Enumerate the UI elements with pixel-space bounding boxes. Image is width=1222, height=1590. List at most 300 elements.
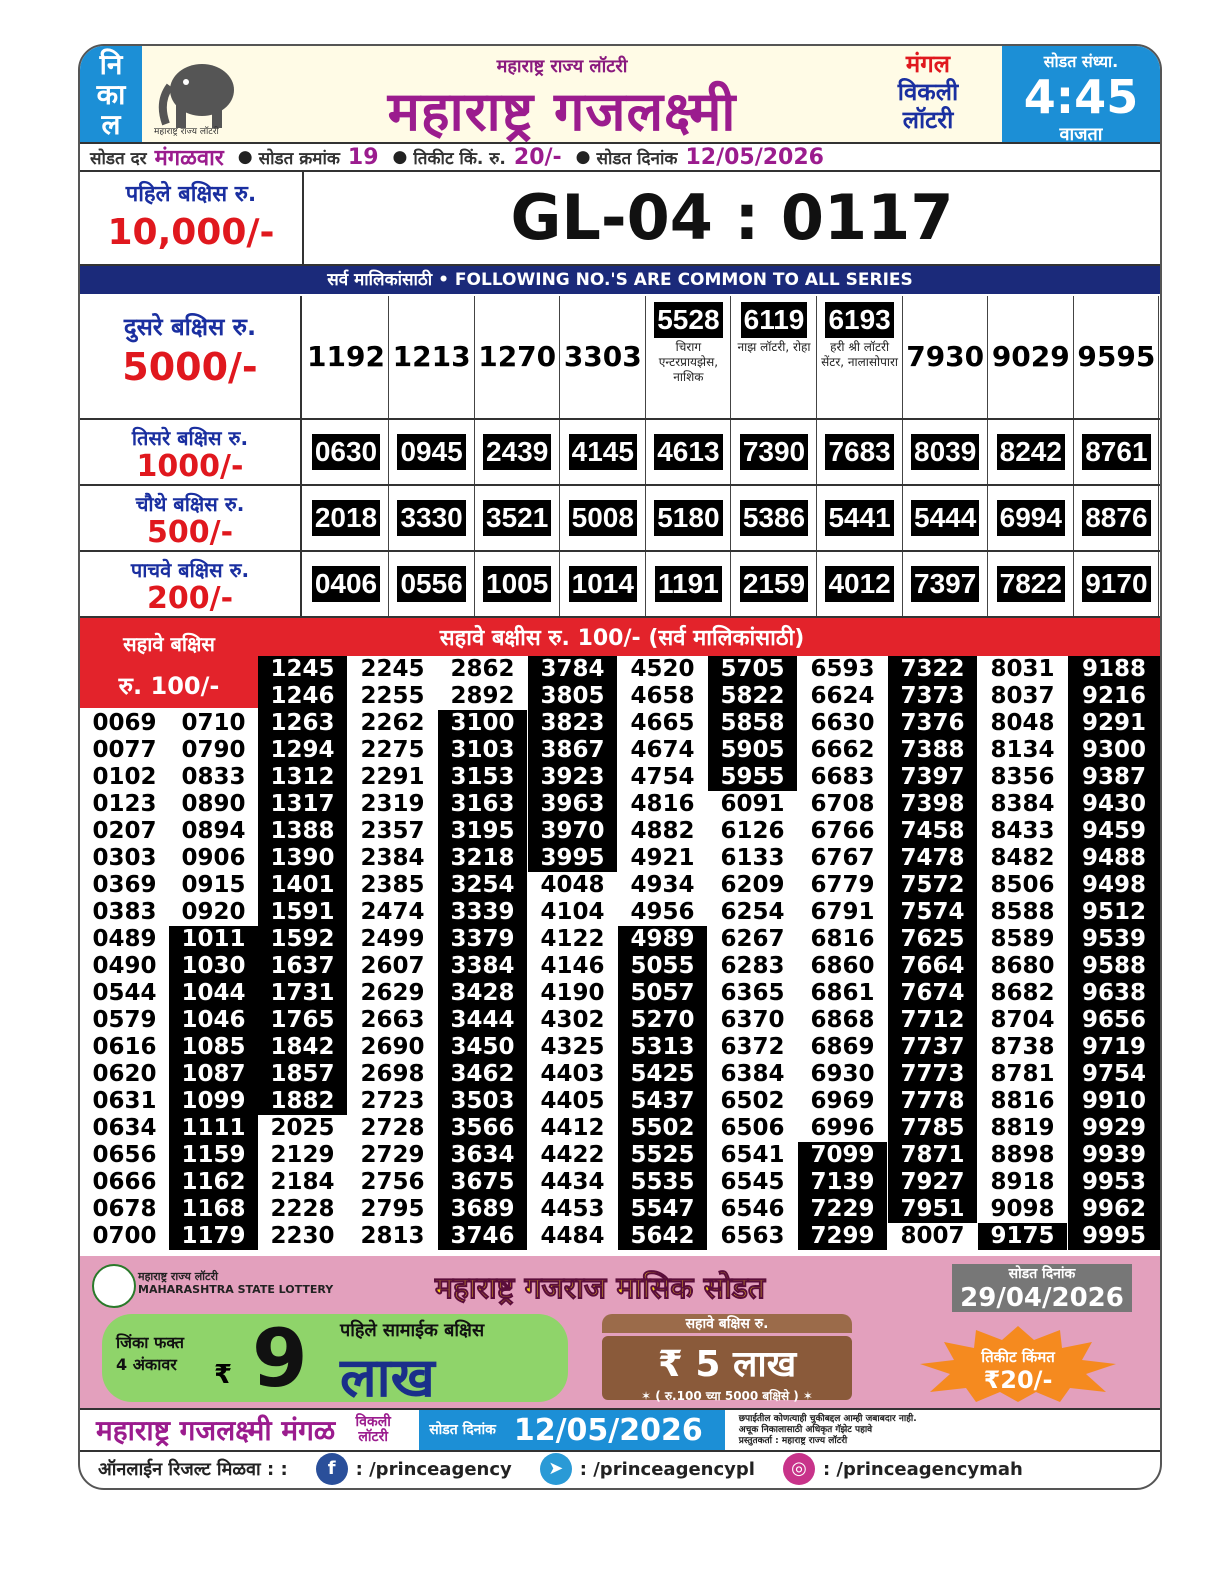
ticket-price-starburst (910, 1326, 1126, 1402)
sixth-prize-number: 3867 (528, 737, 617, 764)
prize-amount: 200/- (146, 581, 234, 616)
prize-number: 5528 (654, 302, 722, 338)
sixth-prize-number: 8918 (990, 1169, 1055, 1195)
sixth-prize-number: 6563 (720, 1223, 785, 1249)
sixth-prize-number: 1390 (258, 845, 347, 872)
sixth-prize-number: 1401 (258, 872, 347, 899)
sixth-prize-number: 6091 (720, 791, 785, 817)
sixth-prize-number: 7229 (798, 1196, 887, 1223)
sixth-prize-label-text: सहावे बक्षिस (123, 632, 215, 656)
prize-number-cell (561, 420, 646, 484)
prize-number-cell (732, 296, 817, 418)
sixth-prize-number: 0833 (181, 764, 246, 790)
sixth-prize-number: 8704 (990, 1007, 1055, 1033)
instagram-handle[interactable]: : /princeagencymah (822, 1458, 1023, 1480)
bullet-icon: ● (237, 147, 253, 167)
prize-number-cell (390, 420, 475, 484)
sixth-prize-number: 6545 (720, 1169, 785, 1195)
sixth-prize-number: 6662 (810, 737, 875, 763)
sixth-prize-number: 7785 (888, 1115, 977, 1142)
sixth-prize-number: 7478 (888, 845, 977, 872)
draw-date: 12/05/2026 (685, 144, 824, 170)
sixth-prize-number: 0123 (92, 791, 157, 817)
prize-number-cell (304, 420, 389, 484)
sixth-prize-number: 2129 (270, 1142, 335, 1168)
sixth-prize-number: 4989 (618, 926, 707, 953)
disclaimer-3: प्रस्तुतकर्ता : महाराष्ट्र राज्य लॉटरी (738, 1435, 848, 1446)
weekly-label-2: लॉटरी (902, 106, 954, 134)
sixth-prize-amount: रु. 100/- (118, 672, 220, 700)
prize-number-cell (561, 296, 646, 418)
prize-number-cell (1074, 296, 1159, 418)
fifth-prize-label (80, 552, 302, 616)
telegram-link[interactable] (540, 1453, 755, 1485)
sixth-prize-number: 7299 (798, 1223, 887, 1250)
sixth-prize-number: 7572 (888, 872, 977, 899)
sixth-prize-number: 3746 (438, 1223, 527, 1250)
prize-number-cell (646, 420, 731, 484)
prize-number: 6193 (825, 302, 893, 338)
prize-number: 8876 (1082, 500, 1150, 536)
footer-date: 12/05/2026 (513, 1412, 703, 1448)
promo-first-amount: 9 (252, 1312, 308, 1405)
state-lottery-label: महाराष्ट्र राज्य लॉटरी (496, 56, 628, 77)
prize-amount: 5000/- (122, 345, 258, 389)
sixth-prize-number: 2291 (360, 764, 425, 790)
prize-number-cell (989, 296, 1074, 418)
prize-number-cell (475, 552, 560, 616)
sixth-prize-number: 4882 (630, 818, 695, 844)
sixth-prize-number: 0616 (92, 1034, 157, 1060)
prize-number: 0556 (397, 566, 465, 602)
prize-number-cell (989, 486, 1074, 550)
prize-number: 6119 (741, 302, 808, 338)
sixth-prize-number: 2892 (450, 683, 515, 709)
fifth-prize-row (80, 552, 1160, 618)
prize-number: 2018 (312, 500, 380, 536)
sixth-prize-number: 1162 (169, 1169, 258, 1196)
sixth-prize-number: 2255 (360, 683, 425, 709)
prize-number: 5386 (740, 500, 808, 536)
sixth-prize-number: 9459 (1068, 818, 1160, 845)
prize-number: 0406 (312, 566, 380, 602)
sixth-prize-number: 7376 (888, 710, 977, 737)
sixth-prize-number: 9939 (1068, 1142, 1160, 1169)
sixth-prize-number: 3379 (438, 926, 527, 953)
sixth-prize-number: 8482 (990, 845, 1055, 871)
prize-number-cell (304, 486, 389, 550)
sixth-prize-number: 2499 (360, 926, 425, 952)
prize-title: दुसरे बक्षिस रु. (123, 313, 257, 341)
nikal-1: नि (99, 48, 123, 81)
sixth-prize-number: 1842 (258, 1034, 347, 1061)
sixth-prize-number: 6683 (810, 764, 875, 790)
sixth-prize-number: 1592 (258, 926, 347, 953)
prize-number-cell (1074, 552, 1159, 616)
rupee-icon: ₹ (214, 1360, 233, 1390)
sixth-prize-number: 4325 (540, 1034, 605, 1060)
prize-number: 7822 (997, 566, 1065, 602)
sixth-prize-number: 0906 (181, 845, 246, 871)
online-result-label: ऑनलाईन रिजल्ट मिळवा : : (98, 1459, 288, 1480)
sixth-prize-number: 7664 (888, 953, 977, 980)
sixth-prize-number: 2756 (360, 1169, 425, 1195)
day-label: मंगल (905, 50, 951, 78)
sixth-prize-number: 0700 (92, 1223, 157, 1249)
prize-number-cell (989, 420, 1074, 484)
sixth-prize-number: 7458 (888, 818, 977, 845)
sixth-prize-number: 7139 (798, 1169, 887, 1196)
sixth-prize-number: 6624 (810, 683, 875, 709)
sixth-prize-number: 1765 (258, 1007, 347, 1034)
prize-number: 7397 (911, 566, 979, 602)
prize-number-cell (1074, 420, 1159, 484)
sixth-prize-number: 6372 (720, 1034, 785, 1060)
day-tag (868, 50, 988, 134)
instagram-icon: ◎ (783, 1453, 815, 1485)
sixth-prize-number: 4122 (540, 926, 605, 952)
prize-number: 1270 (478, 340, 557, 373)
sixth-prize-number: 5535 (618, 1169, 707, 1196)
sixth-prize-grid (80, 656, 1160, 1256)
sixth-prize-number: 8682 (990, 980, 1055, 1006)
sixth-prize-number: 1030 (169, 953, 258, 980)
promo-section (80, 1256, 1160, 1408)
sixth-prize-number: 0666 (92, 1169, 157, 1195)
sixth-prize-number: 4665 (630, 710, 695, 736)
promo-sixth-label: सहावे बक्षिस रु. (602, 1314, 852, 1333)
sixth-prize-number: 4405 (540, 1088, 605, 1114)
footer-title: महाराष्ट्र गजलक्ष्मी मंगळ (96, 1414, 336, 1447)
title-area (142, 46, 1002, 142)
sixth-prize-number: 3970 (528, 818, 617, 845)
first-prize-amount: 10,000/- (107, 212, 275, 253)
prize-number-cell (561, 486, 646, 550)
sixth-prize-column (1068, 656, 1160, 1250)
sixth-prize-number: 1099 (169, 1088, 258, 1115)
sixth-prize-column (169, 710, 258, 1250)
nikal-box (80, 46, 142, 142)
sixth-prize-number: 8680 (990, 953, 1055, 979)
sixth-prize-number: 4104 (540, 899, 605, 925)
sixth-prize-number: 3450 (438, 1034, 527, 1061)
facebook-handle[interactable]: : /princeagency (355, 1458, 512, 1480)
sixth-prize-number: 3103 (438, 737, 527, 764)
sixth-prize-number: 9188 (1068, 656, 1160, 683)
instagram-link[interactable] (783, 1453, 1023, 1485)
prize-number: 0630 (312, 434, 380, 470)
sixth-prize-number: 3153 (438, 764, 527, 791)
sixth-prize-number: 7674 (888, 980, 977, 1007)
price-label: तिकीट किं. रु. (413, 148, 506, 169)
time-label: सोडत संध्या. (1043, 52, 1119, 71)
page-title: महाराष्ट्र गजलक्ष्मी (387, 80, 737, 143)
prize-number: 5008 (569, 500, 637, 536)
prize-number-cell (646, 486, 731, 550)
sixth-prize-number: 4658 (630, 683, 695, 709)
sixth-prize-column (348, 656, 437, 1250)
sixth-prize-number: 7778 (888, 1088, 977, 1115)
sixth-prize-number: 6630 (810, 710, 875, 736)
sixth-prize-number: 3218 (438, 845, 527, 872)
draw-no: 19 (347, 144, 379, 170)
sixth-prize-number: 1731 (258, 980, 347, 1007)
sixth-prize-number: 6766 (810, 818, 875, 844)
sixth-prize-column (798, 656, 887, 1250)
sixth-prize-number: 3923 (528, 764, 617, 791)
prize-number-cell (304, 552, 389, 616)
sixth-prize-number: 6816 (810, 926, 875, 952)
sixth-prize-number: 9175 (978, 1223, 1067, 1250)
sixth-prize-number: 0069 (92, 710, 157, 736)
sixth-prize-number: 7737 (888, 1034, 977, 1061)
sixth-prize-number: 9929 (1068, 1115, 1160, 1142)
prize-number-cell (903, 420, 988, 484)
sixth-prize-number: 2723 (360, 1088, 425, 1114)
sixth-prize-number: 0303 (92, 845, 157, 871)
header (80, 46, 1160, 145)
sixth-prize-column (80, 710, 169, 1250)
prize-number: 3521 (483, 500, 551, 536)
agent-name: चिराग एन्टरप्रायझेस, नाशिक (658, 340, 719, 384)
sixth-prize-number: 0489 (92, 926, 157, 952)
sixth-prize-number: 6767 (810, 845, 875, 871)
prize-title: तिसरे बक्षिस रु. (131, 426, 249, 450)
draw-time: 4:45 (1023, 70, 1139, 124)
sixth-prize-number: 3566 (438, 1115, 527, 1142)
telegram-handle[interactable]: : /princeagencypl (579, 1458, 755, 1480)
sixth-prize-number: 9488 (1068, 845, 1160, 872)
sixth-prize-number: 2245 (360, 656, 425, 682)
prize-number-cell (561, 552, 646, 616)
sixth-prize-number: 6254 (720, 899, 785, 925)
sixth-prize-number: 5437 (618, 1088, 707, 1115)
prize-number-cell (475, 296, 560, 418)
sixth-prize-number: 2275 (360, 737, 425, 763)
sixth-prize-number: 1046 (169, 1007, 258, 1034)
sixth-prize-column (528, 656, 617, 1250)
third-prize-label (80, 420, 302, 484)
sixth-prize-number: 3503 (438, 1088, 527, 1115)
disclaimer-2: अचूक निकालासाठी अधिकृत गॅझेट पहावे (738, 1424, 873, 1435)
sixth-prize-number: 1312 (258, 764, 347, 791)
agent-name: नाझ लॉटरी, रोहा (737, 340, 811, 354)
sixth-prize-number: 2184 (270, 1169, 335, 1195)
sixth-prize-number: 7574 (888, 899, 977, 926)
sixth-prize-number: 0894 (181, 818, 246, 844)
sixth-prize-number: 5055 (618, 953, 707, 980)
sixth-prize-number: 1085 (169, 1034, 258, 1061)
sixth-prize-number: 3428 (438, 980, 527, 1007)
second-prize-row (80, 296, 1160, 420)
sixth-prize-number: 1111 (169, 1115, 258, 1142)
sixth-prize-number: 0920 (181, 899, 246, 925)
prize-number: 1192 (307, 340, 385, 373)
prize-number-cell (390, 552, 475, 616)
sixth-prize-number: 8134 (990, 737, 1055, 763)
prize-number: 4012 (825, 566, 893, 602)
promo-date: 29/04/2026 (960, 1283, 1124, 1313)
promo-lakh: लाख (340, 1346, 435, 1409)
sixth-prize-number: 4754 (630, 764, 695, 790)
prize-number: 3330 (397, 500, 465, 536)
sixth-prize-number: 2474 (360, 899, 425, 925)
prize-number: 3303 (563, 340, 642, 373)
sixth-prize-number: 6969 (810, 1088, 875, 1114)
sixth-prize-number: 0790 (181, 737, 246, 763)
prize-amount: 500/- (146, 515, 234, 550)
prize-number-cell (818, 420, 903, 484)
bullet-icon: ● (392, 147, 408, 167)
sixth-prize-number: 0634 (92, 1115, 157, 1141)
sixth-prize-number: 3675 (438, 1169, 527, 1196)
sixth-prize-number: 1294 (258, 737, 347, 764)
prize-number-cell (989, 552, 1074, 616)
disclaimer-1: छपाईतील कोणत्याही चुकीबद्दल आम्ही जबाबदार नाही. (738, 1413, 917, 1424)
sixth-prize-number: 6209 (720, 872, 785, 898)
sixth-prize-number: 0678 (92, 1196, 157, 1222)
sixth-prize-number: 7625 (888, 926, 977, 953)
prize-number: 0945 (397, 434, 465, 470)
sixth-prize-number: 3384 (438, 953, 527, 980)
sixth-prize-number: 6506 (720, 1115, 785, 1141)
sixth-prize-number: 4520 (630, 656, 695, 682)
date-label: सोडत दिनांक (596, 148, 678, 169)
prize-number-cell (646, 552, 731, 616)
sixth-prize-number: 5858 (708, 710, 797, 737)
sixth-prize-number: 3805 (528, 683, 617, 710)
sixth-prize-number: 3254 (438, 872, 527, 899)
sixth-prize-number: 2795 (360, 1196, 425, 1222)
sixth-prize-number: 9719 (1068, 1034, 1160, 1061)
sixth-prize-number: 4453 (540, 1196, 605, 1222)
sixth-prize-number: 1011 (169, 926, 258, 953)
sixth-prize-number: 8738 (990, 1034, 1055, 1060)
sixth-prize-number: 7398 (888, 791, 977, 818)
sixth-prize-number: 7951 (888, 1196, 977, 1223)
fourth-prize-label (80, 486, 302, 550)
sixth-prize-column (888, 656, 977, 1250)
sixth-prize-number: 0620 (92, 1061, 157, 1087)
sixth-prize-column (978, 656, 1067, 1250)
sixth-prize-number: 1159 (169, 1142, 258, 1169)
sixth-prize-number: 0710 (181, 710, 246, 736)
sixth-prize-number: 9300 (1068, 737, 1160, 764)
common-series-banner: सर्व मालिकांसाठी • FOLLOWING NO.'S ARE COMMON TO ALL SERIES (80, 266, 1160, 294)
sixth-prize-column (258, 656, 347, 1250)
prize-number: 1014 (569, 566, 637, 602)
sixth-prize-number: 4956 (630, 899, 695, 925)
promo-date-box (952, 1264, 1132, 1312)
facebook-link[interactable] (316, 1453, 512, 1485)
sixth-prize-number: 9995 (1068, 1223, 1160, 1250)
sixth-prize-number: 7397 (888, 764, 977, 791)
weekly-label-1: विकली (897, 78, 959, 106)
sixth-prize-number: 9291 (1068, 710, 1160, 737)
sixth-prize-number: 1168 (169, 1196, 258, 1223)
sixth-prize-number: 1179 (169, 1223, 258, 1250)
prize-number: 7930 (906, 340, 985, 373)
sixth-prize-number: 3195 (438, 818, 527, 845)
promo-date-label: सोडत दिनांक (1008, 1266, 1076, 1282)
draw-info-bar (80, 142, 1160, 172)
sixth-prize-number: 8506 (990, 872, 1055, 898)
sixth-prize-number: 9216 (1068, 683, 1160, 710)
sixth-prize-number: 1087 (169, 1061, 258, 1088)
sixth-prize-number: 9430 (1068, 791, 1160, 818)
logo-caption: महाराष्ट्र राज्य लॉटरी (154, 127, 219, 137)
promo-sixth-amount: ₹ 5 लाख (657, 1344, 797, 1385)
sixth-prize-number: 0915 (181, 872, 246, 898)
sixth-prize-number: 8898 (990, 1142, 1055, 1168)
sixth-prize-number: 9498 (1068, 872, 1160, 899)
prize-number-cell (903, 552, 988, 616)
sixth-prize-number: 6546 (720, 1196, 785, 1222)
first-prize-promo (102, 1312, 568, 1409)
sixth-prize-number: 1857 (258, 1061, 347, 1088)
sixth-prize-number: 0631 (92, 1088, 157, 1114)
sixth-prize-number: 2025 (270, 1115, 335, 1141)
sixth-prize-number: 7388 (888, 737, 977, 764)
prize-title: पाचवे बक्षिस रु. (130, 558, 250, 582)
sixth-prize-number: 5642 (618, 1223, 707, 1250)
prize-number-cell (475, 420, 560, 484)
sixth-prize-number: 4190 (540, 980, 605, 1006)
prize-number: 1191 (655, 566, 722, 602)
sixth-prize-number: 2357 (360, 818, 425, 844)
sixth-prize-number: 6365 (720, 980, 785, 1006)
sixth-prize-number: 9512 (1068, 899, 1160, 926)
sixth-prize-number: 6930 (810, 1061, 875, 1087)
prize-number-cell (903, 296, 988, 418)
sixth-prize-number: 4934 (630, 872, 695, 898)
sixth-prize-number: 3823 (528, 710, 617, 737)
prize-number: 2439 (483, 434, 551, 470)
prize-number: 4145 (569, 434, 637, 470)
sixth-prize-number: 2319 (360, 791, 425, 817)
sixth-prize-number: 3634 (438, 1142, 527, 1169)
sixth-prize-number: 9588 (1068, 953, 1160, 980)
footer-weekly: विकली लॉटरी (355, 1414, 391, 1445)
second-prize-label (80, 296, 302, 418)
sixth-prize-number: 2862 (450, 656, 515, 682)
sixth-prize-number: 2690 (360, 1034, 425, 1060)
first-prize-title: पहिले बक्षिस रु. (125, 182, 257, 207)
telegram-icon: ➤ (540, 1453, 572, 1485)
sixth-prize-number: 6996 (810, 1115, 875, 1141)
agent-name: हरी श्री लॉटरी सेंटर, नालासोपारा (821, 340, 899, 369)
prize-number: 8761 (1082, 434, 1150, 470)
sixth-prize-number: 5502 (618, 1115, 707, 1142)
sixth-prize-number: 7099 (798, 1142, 887, 1169)
sixth-prize-number: 5313 (618, 1034, 707, 1061)
prize-number: 9170 (1082, 566, 1150, 602)
prize-number-cell (818, 552, 903, 616)
sixth-prize-number: 4403 (540, 1061, 605, 1087)
prize-number-cell (903, 486, 988, 550)
sixth-prize-number: 2663 (360, 1007, 425, 1033)
sixth-prize-number: 9387 (1068, 764, 1160, 791)
prize-number-cell (732, 486, 817, 550)
footer-date-label: सोडत दिनांक (429, 1421, 496, 1438)
sixth-prize-number: 0490 (92, 953, 157, 979)
win-text (116, 1332, 184, 1376)
sixth-prize-number: 5057 (618, 980, 707, 1007)
sixth-prize-number: 7773 (888, 1061, 977, 1088)
sixth-prize-number: 5525 (618, 1142, 707, 1169)
prize-number-cell (732, 552, 817, 616)
prize-number: 8242 (997, 434, 1065, 470)
